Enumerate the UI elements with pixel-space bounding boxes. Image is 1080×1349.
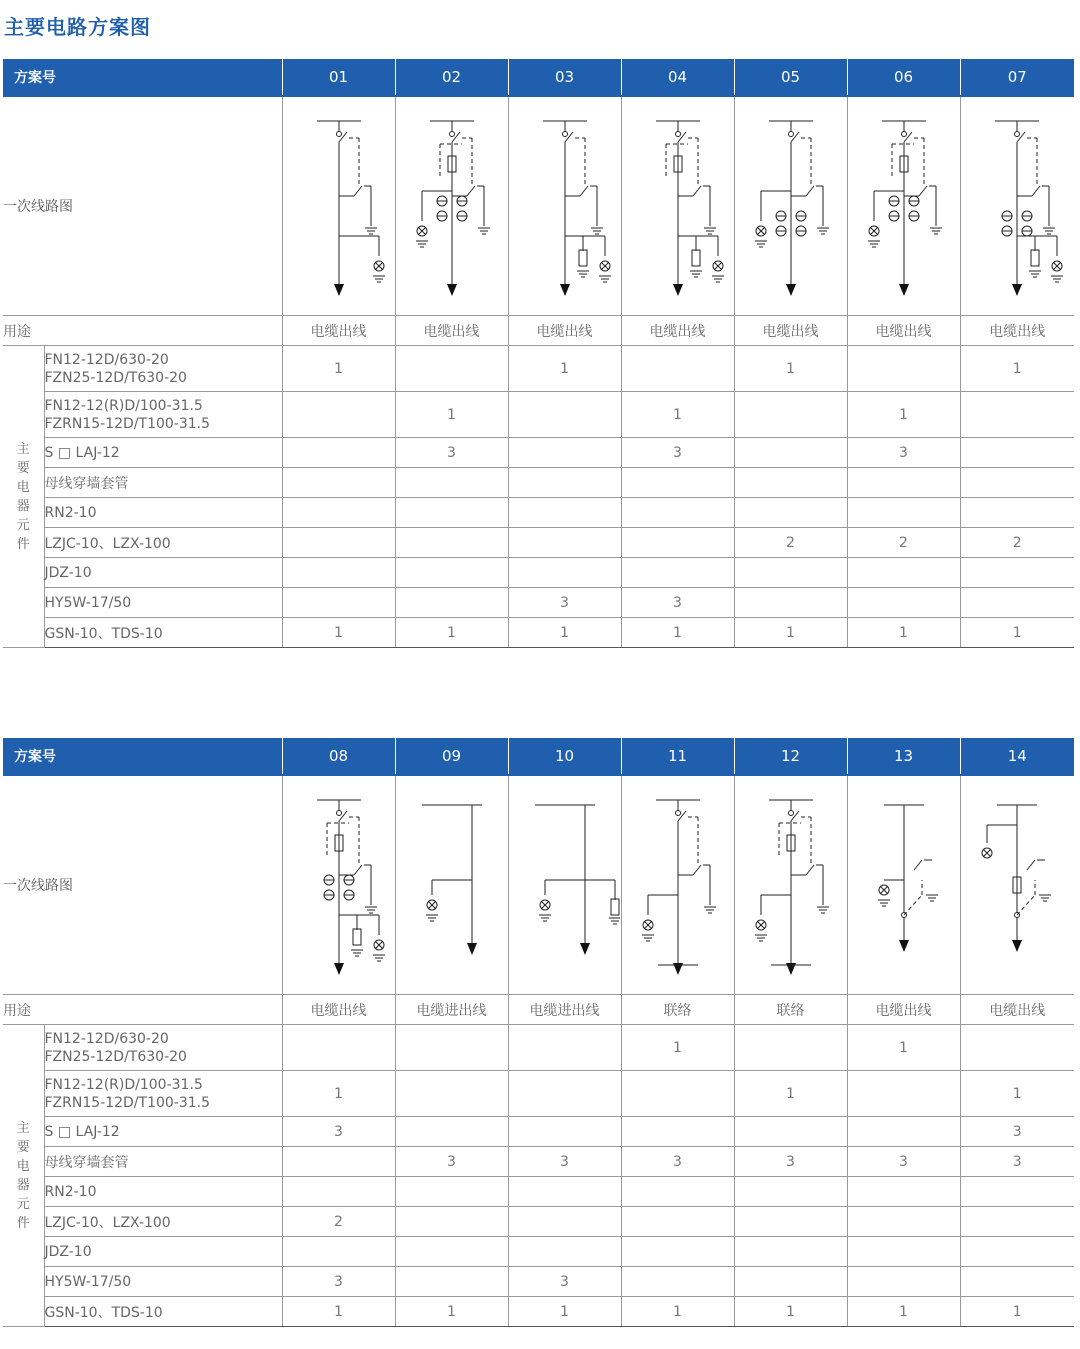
circuit-diagram — [282, 775, 395, 995]
component-quantity — [734, 1117, 847, 1147]
component-quantity — [282, 528, 395, 558]
component-quantity — [508, 392, 621, 438]
main-components-label: 主 要 电 器 元 件 — [3, 1025, 44, 1327]
component-quantity — [395, 558, 508, 588]
component-name: FN12-12(R)D/100-31.5 FZRN15-12D/T100-31.5 — [44, 392, 282, 438]
circuit-diagram-icon — [623, 785, 733, 985]
usage-value: 电缆出线 — [847, 995, 960, 1025]
component-quantity — [960, 1025, 1074, 1071]
scheme-number: 13 — [847, 738, 960, 775]
circuit-diagram-icon — [962, 106, 1072, 306]
component-quantity: 1 — [508, 1297, 621, 1327]
component-quantity — [734, 392, 847, 438]
component-quantity: 1 — [734, 1071, 847, 1117]
circuit-diagram-icon — [849, 785, 959, 985]
usage-value: 电缆出线 — [734, 316, 847, 346]
component-quantity — [282, 498, 395, 528]
component-quantity: 3 — [508, 1147, 621, 1177]
component-quantity: 1 — [847, 1025, 960, 1071]
component-quantity — [508, 528, 621, 558]
component-quantity — [621, 468, 734, 498]
circuit-diagram — [734, 96, 847, 316]
component-quantity: 2 — [960, 528, 1074, 558]
component-quantity — [847, 1267, 960, 1297]
component-name: 母线穿墙套管 — [44, 1147, 282, 1177]
component-quantity: 3 — [734, 1147, 847, 1177]
usage-label: 用途 — [3, 995, 282, 1025]
component-quantity — [508, 1025, 621, 1071]
component-quantity: 3 — [960, 1117, 1074, 1147]
usage-value: 电缆出线 — [282, 995, 395, 1025]
component-name: S □ LAJ-12 — [44, 438, 282, 468]
component-quantity: 1 — [847, 392, 960, 438]
component-quantity — [734, 1177, 847, 1207]
component-quantity — [847, 1071, 960, 1117]
component-quantity: 1 — [621, 1025, 734, 1071]
circuit-diagram-icon — [397, 785, 507, 985]
component-quantity — [960, 588, 1074, 618]
component-name: HY5W-17/50 — [44, 1267, 282, 1297]
circuit-diagram — [282, 96, 395, 316]
scheme-table-2 — [3, 738, 1074, 1327]
circuit-diagram-icon — [397, 106, 507, 306]
component-quantity — [734, 1267, 847, 1297]
component-quantity: 1 — [395, 1297, 508, 1327]
component-quantity — [847, 1237, 960, 1267]
component-quantity — [282, 468, 395, 498]
component-quantity — [395, 1237, 508, 1267]
main-components-label: 主 要 电 器 元 件 — [3, 346, 44, 648]
component-quantity — [734, 1237, 847, 1267]
component-quantity — [960, 438, 1074, 468]
primary-diagram-label: 一次线路图 — [3, 96, 282, 316]
component-quantity — [508, 1177, 621, 1207]
component-quantity: 1 — [960, 1297, 1074, 1327]
component-quantity — [621, 558, 734, 588]
scheme-number: 02 — [395, 59, 508, 96]
circuit-diagram — [621, 775, 734, 995]
scheme-no-header: 方案号 — [3, 59, 282, 96]
circuit-diagram — [621, 96, 734, 316]
component-quantity — [508, 468, 621, 498]
circuit-diagram-icon — [736, 106, 846, 306]
component-name: 母线穿墙套管 — [44, 468, 282, 498]
component-quantity — [960, 1177, 1074, 1207]
component-quantity — [621, 1177, 734, 1207]
component-name: LZJC-10、LZX-100 — [44, 1207, 282, 1237]
scheme-table-1 — [3, 59, 1074, 648]
usage-value: 电缆进出线 — [508, 995, 621, 1025]
scheme-number: 04 — [621, 59, 734, 96]
component-quantity — [395, 468, 508, 498]
component-quantity: 3 — [621, 1147, 734, 1177]
component-quantity — [282, 588, 395, 618]
component-quantity — [395, 588, 508, 618]
component-quantity — [282, 558, 395, 588]
component-quantity: 3 — [508, 1267, 621, 1297]
usage-value: 电缆进出线 — [395, 995, 508, 1025]
component-quantity: 1 — [734, 1297, 847, 1327]
component-quantity — [395, 1267, 508, 1297]
component-quantity: 1 — [282, 618, 395, 648]
component-quantity: 1 — [621, 618, 734, 648]
component-name: FN12-12D/630-20 FZN25-12D/T630-20 — [44, 1025, 282, 1071]
usage-label: 用途 — [3, 316, 282, 346]
usage-value: 电缆出线 — [508, 316, 621, 346]
component-quantity — [847, 346, 960, 392]
component-quantity — [508, 1237, 621, 1267]
component-quantity: 1 — [734, 618, 847, 648]
usage-value: 联络 — [621, 995, 734, 1025]
component-quantity — [621, 528, 734, 558]
circuit-diagram — [508, 96, 621, 316]
component-quantity — [395, 1117, 508, 1147]
component-quantity: 1 — [960, 618, 1074, 648]
component-quantity — [395, 498, 508, 528]
component-quantity — [621, 1237, 734, 1267]
circuit-diagram-icon — [510, 106, 620, 306]
component-quantity — [282, 392, 395, 438]
component-quantity — [960, 468, 1074, 498]
scheme-number: 08 — [282, 738, 395, 775]
component-quantity — [282, 1177, 395, 1207]
component-quantity: 1 — [395, 392, 508, 438]
component-quantity — [395, 1071, 508, 1117]
circuit-diagram-icon — [284, 785, 394, 985]
component-quantity — [508, 1071, 621, 1117]
component-quantity: 3 — [621, 438, 734, 468]
component-quantity: 2 — [282, 1207, 395, 1237]
scheme-number: 12 — [734, 738, 847, 775]
scheme-number: 11 — [621, 738, 734, 775]
scheme-number: 05 — [734, 59, 847, 96]
component-quantity — [395, 346, 508, 392]
component-quantity — [847, 1207, 960, 1237]
component-quantity: 1 — [734, 346, 847, 392]
circuit-diagram-icon — [736, 785, 846, 985]
circuit-diagram — [395, 775, 508, 995]
component-quantity — [847, 468, 960, 498]
component-quantity — [621, 1207, 734, 1237]
component-quantity — [282, 438, 395, 468]
component-quantity — [621, 1117, 734, 1147]
component-name: LZJC-10、LZX-100 — [44, 528, 282, 558]
component-quantity: 3 — [282, 1267, 395, 1297]
scheme-number: 06 — [847, 59, 960, 96]
component-quantity — [508, 498, 621, 528]
usage-value: 电缆出线 — [621, 316, 734, 346]
component-quantity: 2 — [734, 528, 847, 558]
component-quantity — [282, 1147, 395, 1177]
usage-value: 电缆出线 — [960, 316, 1074, 346]
component-quantity — [395, 528, 508, 558]
component-name: RN2-10 — [44, 498, 282, 528]
component-quantity: 1 — [847, 1297, 960, 1327]
circuit-diagram — [395, 96, 508, 316]
circuit-diagram — [960, 775, 1074, 995]
component-quantity: 1 — [508, 346, 621, 392]
circuit-diagram — [847, 96, 960, 316]
component-quantity: 3 — [847, 438, 960, 468]
circuit-diagram-icon — [623, 106, 733, 306]
component-quantity — [395, 1207, 508, 1237]
component-quantity — [960, 498, 1074, 528]
component-quantity: 3 — [282, 1117, 395, 1147]
circuit-diagram — [847, 775, 960, 995]
component-quantity: 2 — [847, 528, 960, 558]
component-quantity — [621, 1071, 734, 1117]
scheme-number: 07 — [960, 59, 1074, 96]
component-quantity: 1 — [282, 1071, 395, 1117]
component-quantity: 3 — [847, 1147, 960, 1177]
circuit-diagram-icon — [510, 785, 620, 985]
component-quantity — [508, 438, 621, 468]
component-quantity — [395, 1025, 508, 1071]
component-quantity — [282, 1025, 395, 1071]
scheme-no-header: 方案号 — [3, 738, 282, 775]
component-quantity — [960, 1207, 1074, 1237]
component-quantity: 1 — [282, 1297, 395, 1327]
component-quantity: 1 — [960, 1071, 1074, 1117]
component-quantity — [734, 558, 847, 588]
component-quantity — [734, 1025, 847, 1071]
component-quantity: 1 — [282, 346, 395, 392]
component-quantity — [960, 392, 1074, 438]
component-quantity — [847, 588, 960, 618]
scheme-number: 01 — [282, 59, 395, 96]
component-quantity — [847, 498, 960, 528]
component-quantity: 1 — [508, 618, 621, 648]
circuit-diagram-icon — [284, 106, 394, 306]
usage-value: 电缆出线 — [395, 316, 508, 346]
component-quantity — [621, 498, 734, 528]
component-quantity — [734, 498, 847, 528]
component-quantity — [508, 1207, 621, 1237]
component-quantity — [847, 1177, 960, 1207]
component-quantity: 3 — [960, 1147, 1074, 1177]
circuit-diagram — [960, 96, 1074, 316]
component-quantity — [508, 1117, 621, 1147]
component-quantity: 3 — [395, 1147, 508, 1177]
component-quantity — [960, 558, 1074, 588]
component-quantity: 3 — [621, 588, 734, 618]
component-quantity: 3 — [508, 588, 621, 618]
component-name: GSN-10、TDS-10 — [44, 1297, 282, 1327]
circuit-diagram — [508, 775, 621, 995]
component-quantity: 1 — [395, 618, 508, 648]
component-name: JDZ-10 — [44, 1237, 282, 1267]
component-quantity — [621, 346, 734, 392]
component-quantity — [734, 438, 847, 468]
component-quantity: 1 — [621, 392, 734, 438]
component-name: RN2-10 — [44, 1177, 282, 1207]
component-quantity — [508, 558, 621, 588]
primary-diagram-label: 一次线路图 — [3, 775, 282, 995]
component-quantity — [847, 1117, 960, 1147]
scheme-number: 14 — [960, 738, 1074, 775]
component-quantity: 1 — [960, 346, 1074, 392]
scheme-number: 10 — [508, 738, 621, 775]
circuit-diagram — [734, 775, 847, 995]
scheme-number: 09 — [395, 738, 508, 775]
component-name: GSN-10、TDS-10 — [44, 618, 282, 648]
component-name: S □ LAJ-12 — [44, 1117, 282, 1147]
component-quantity — [847, 558, 960, 588]
component-quantity — [282, 1237, 395, 1267]
scheme-number: 03 — [508, 59, 621, 96]
component-quantity — [734, 1207, 847, 1237]
circuit-diagram-icon — [849, 106, 959, 306]
component-quantity — [960, 1267, 1074, 1297]
component-quantity: 3 — [395, 438, 508, 468]
component-name: FN12-12D/630-20 FZN25-12D/T630-20 — [44, 346, 282, 392]
usage-value: 电缆出线 — [960, 995, 1074, 1025]
component-name: FN12-12(R)D/100-31.5 FZRN15-12D/T100-31.5 — [44, 1071, 282, 1117]
usage-value: 电缆出线 — [847, 316, 960, 346]
component-quantity: 1 — [847, 618, 960, 648]
component-name: JDZ-10 — [44, 558, 282, 588]
component-quantity — [734, 588, 847, 618]
component-quantity — [621, 1267, 734, 1297]
component-name: HY5W-17/50 — [44, 588, 282, 618]
usage-value: 联络 — [734, 995, 847, 1025]
page-title: 主要电路方案图 — [4, 15, 151, 39]
circuit-diagram-icon — [962, 785, 1072, 985]
component-quantity — [960, 1237, 1074, 1267]
component-quantity: 1 — [621, 1297, 734, 1327]
component-quantity — [734, 468, 847, 498]
usage-value: 电缆出线 — [282, 316, 395, 346]
component-quantity — [395, 1177, 508, 1207]
